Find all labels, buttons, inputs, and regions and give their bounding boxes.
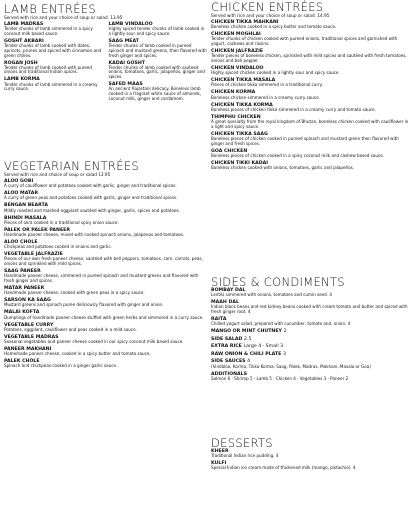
menu-item <box>211 32 411 47</box>
menu-item-description: Tender chunks of lamb cooked with sauteed onions, tomatoes, garlic, jalapeños, ginger and spices. <box>108 64 205 80</box>
menu-item-name-text: EXTRA RICE <box>211 344 242 350</box>
menu-item-description: Special Indian ice cream made of thickened milk (mango, pistachio). 4 <box>211 465 356 471</box>
menu-item <box>4 179 207 189</box>
menu-item <box>4 252 207 267</box>
menu-item-name <box>211 329 411 334</box>
dessert-items <box>211 449 411 471</box>
menu-item-name <box>211 344 411 349</box>
menu-item-description: Highly spiced tender chunks of lamb cooked in a lightly sour and spicy sauce. <box>108 26 205 36</box>
menu-item-name-text: CHICKEN TIKKA MASALA <box>211 78 276 84</box>
menu-item-description: A curry of green peas and potatoes cooked with garlic, ginger and traditional spices. <box>4 195 178 201</box>
menu-item-description: Boneless pieces of chicken tikka simmered in a creamy curry and tomato sauce. <box>211 106 376 112</box>
menu-item-name-text: MAAH DAL <box>211 300 239 306</box>
menu-item <box>211 337 411 342</box>
menu-item <box>4 359 207 369</box>
menu-item-description: Boneless pieces of chicken cooked in pureed spinach and mustard green then flavored with ginger and fresh spices. <box>211 135 399 146</box>
menu-item-name-text: PANEER MAKHANI <box>4 347 52 353</box>
menu-item-description: Mildly roasted and mashed eggplant sautéed with ginger, garlic, spices and potatoes. <box>4 207 180 213</box>
menu-item <box>4 61 103 76</box>
menu-item-name-text: SIDE SALAD <box>211 336 243 342</box>
menu-item-name-text: SIDE SAUCES <box>211 359 246 365</box>
menu-item-name-text: LAMB VINDALOO <box>108 22 153 27</box>
lamb-items-right <box>109 22 208 104</box>
menu-item-description: Chilled yogurt salad, prepared with cucumber, tomato and, onion. 4 <box>211 321 351 327</box>
menu-item-name-text: CHICKEN TIKKA SAAG <box>211 131 268 137</box>
menu-item-name-text: BENGAN BEARTA <box>4 203 48 209</box>
menu-item-description: Traditional Indian rice pudding. 4 <box>211 453 279 459</box>
menu-item-price: 3 <box>282 351 286 357</box>
menu-item-name-text: CHICKEN TIKKA MAHKANI <box>211 20 279 25</box>
menu-item-description: Tender chunks of lamb cooked in pureed spinach and mustard greens, then flavored with fresh ginger and spices. <box>108 43 207 58</box>
vegetarian-entrees-title: VEGETARIAN ENTRÉES <box>4 159 139 173</box>
menu-item-description: (Vindaloo, Korma, Tikka Korma, Saag, Palek, Madras, Makhani, Masala or Goa) <box>211 363 371 369</box>
menu-item-description: Boneless chicken cooked in a spicy butter and tomato sauce. <box>211 24 337 30</box>
menu-item <box>211 329 411 334</box>
menu-item-name-text: BHINDI MASALA <box>4 215 47 221</box>
menu-item-name-text: ALOO MATAR <box>4 191 39 197</box>
desserts-title: DESSERTS <box>211 436 273 450</box>
menu-item <box>4 228 207 238</box>
menu-item-name-text: CHICKEN KORMA <box>211 90 256 96</box>
menu-item-name-text: CHICKEN JALFRAZIE <box>211 49 264 55</box>
menu-item <box>211 359 411 369</box>
menu-item-description: Salmon 6 · Shrimp 5 · Lamb 5 · Chicken 4 · Vegetables 3 · Paneer 2 <box>211 375 349 381</box>
menu-item-name <box>211 337 411 342</box>
menu-item <box>211 288 411 298</box>
menu-item <box>211 344 411 349</box>
menu-item <box>4 240 207 250</box>
menu-item-description: Pieces of our own fresh paneer cheese, sautéed with bell peppers, tomatoes, corn, carrots, peas, onions and sprinkled with mild spices. <box>4 256 203 267</box>
menu-item <box>4 335 207 345</box>
menu-item-description: Tender chunks of lamb simmered in a creamy curry sauce. <box>4 81 98 92</box>
menu-item-name-text: LAMB MADRAS <box>4 22 44 27</box>
menu-item-description: Potatoes, eggplant, cauliflower and peas cooked in a mild sauce. <box>4 326 137 332</box>
menu-item-name-text: PALEK CHOLE <box>4 359 40 365</box>
menu-item <box>211 300 411 315</box>
vegetarian-entrees-subtitle: Served with rice and choice of soup or salad 13.95 <box>4 172 111 177</box>
menu-item-description: A curry of cauliflower and potatoes cooked with garlic, ginger and traditional spices. <box>4 183 177 189</box>
menu-item-name-text: CHICKEN TIKKI KADAI <box>211 160 269 166</box>
menu-item <box>211 90 411 100</box>
menu-item-price: 2.5 <box>244 336 252 342</box>
menu-item-name-text: RAITA <box>211 317 227 323</box>
menu-item <box>211 372 411 382</box>
menu-item-name-text: GOSHT AKBARI <box>4 38 44 44</box>
menu-item <box>211 132 411 147</box>
lamb-entrees-title: LAMB ENTRÉES <box>4 2 96 16</box>
menu-item <box>4 347 207 357</box>
menu-item <box>4 298 207 308</box>
menu-item-description: Boneless chicken simmered in a creamy curry sauce. <box>211 94 320 100</box>
menu-item-description: Lentils simmered with onions, tomatoes and cumin seed. 4 <box>211 292 332 298</box>
menu-item-description: Homemade paneer cheese, cooked in a spicy butter and tomato sauce. <box>4 351 151 357</box>
menu-item <box>4 203 207 213</box>
menu-item <box>211 461 411 471</box>
menu-item <box>211 103 411 113</box>
menu-item <box>4 323 207 333</box>
menu-item-description: Indian black beans and red kidney beans cooked with cream tomato and butter and spiced with fresh ginger root. 4 <box>211 304 408 315</box>
menu-item-name-text: CHICKEN VINDALOO <box>211 66 264 72</box>
menu-item-name-text: VEGETABLE JALFRAZIE <box>4 252 63 258</box>
menu-item-description: Handmade paneer cheese, mixed with cooked spinach onions, jalapenos and tomatoes. <box>4 232 185 238</box>
menu-item-name-text: GOA CHICKEN <box>211 148 248 154</box>
menu-item-description: Spinach and chickpeas cooked in a ginger garlic sauce. <box>4 363 118 369</box>
menu-item-price: 4 <box>247 359 251 365</box>
sides-condiments-section <box>211 276 411 384</box>
menu-item-description: An ancient Rajastani delicacy. Boneless lamb cooked in a fragrant white sauce of almonds, coconut milk, ginger and cardamom. <box>108 86 201 101</box>
menu-item-description: Boneless pieces of chicken cooked in a spicy coconut milk and cashew based sauce. <box>211 152 384 158</box>
menu-item <box>109 39 208 58</box>
menu-item-description: Tender pieces of boneless chicken, sprinkled with mild spices and sautéed with fresh tomatoes, onions and bell pepper. <box>211 53 407 64</box>
menu-item-description: Chickpeas and potatoes cooked in onions and garlic. <box>4 244 112 250</box>
lamb-items-left <box>4 22 103 104</box>
menu-item-name-text: SAAG MEAT <box>108 38 139 44</box>
chicken-entrees-title: CHICKEN ENTRÉES <box>211 0 324 14</box>
menu-item-name-text: SAFED MAAS <box>108 82 143 88</box>
menu-item-name-text: ALOO CHOLE <box>4 240 38 246</box>
menu-item-description: Tender chunks of chicken cooked with pureed onions, traditional spices and garnished with yogurt, cashews and raisins. <box>211 36 398 47</box>
menu-item-description: Tender chunks of lamb cooked with pureed onions and traditional Indian spices. <box>4 64 92 75</box>
menu-item-name-text: CHICKEN MOGHLAI <box>211 32 261 38</box>
vegetarian-items <box>4 179 207 369</box>
menu-item-name-text: KADAI GOSHT <box>108 60 145 66</box>
menu-item <box>4 286 207 296</box>
menu-item-name-text: SARSON KA SAAG <box>4 298 51 304</box>
menu-item <box>211 78 411 88</box>
menu-item-price: 2 <box>283 329 287 335</box>
menu-item-description: Dumplings of handmade paneer cheese stuffed with green herbs and simmered in a curry sauce. <box>4 314 204 320</box>
menu-item <box>211 66 411 76</box>
menu-item-name-text: KHEER <box>211 449 229 454</box>
menu-item <box>109 82 208 101</box>
menu-item-name-text: VEGETABLE MADRAS <box>4 334 59 340</box>
menu-item-description: Mustard greens and spinach puree deliciously flavored with ginger and onion. <box>4 302 164 308</box>
menu-item-price: Large 4 · Small 3 <box>243 344 284 350</box>
vegetarian-entrees-section <box>4 160 207 371</box>
menu-item <box>211 449 411 459</box>
menu-item-name-text: CHICKEN TIKKA KORMA <box>211 102 273 108</box>
menu-item-name-text: MALAI KOFTA <box>4 310 40 316</box>
menu-item-description: A great specialty from the royal kingdom of Bhutan, boneless chicken cooked with cauliflower in a light and spicy sauce. <box>211 119 409 129</box>
menu-item <box>4 77 103 92</box>
menu-item <box>109 22 208 37</box>
menu-item-name-text: BOMBAY DAL <box>211 288 246 293</box>
menu-item-name-text: ALOO GOBI <box>4 179 34 184</box>
menu-item-description: Handmade paneer cheese, simmered in pureed spinach and mustard greens and flavored with fresh ginger and spices. <box>4 273 199 284</box>
menu-item <box>211 20 411 30</box>
sides-condiments-title: SIDES & CONDIMENTS <box>211 275 345 289</box>
menu-item-name-text: MATAR PANEER <box>4 286 45 292</box>
menu-item-name-text: VEGETABLE CURRY <box>4 322 54 328</box>
menu-item <box>4 216 207 226</box>
menu-item-name-text: ROGAN JOSH <box>4 60 38 66</box>
desserts-section <box>211 437 411 473</box>
menu-item <box>4 191 207 201</box>
menu-item-name-text: THIMPHU CHICKEN <box>211 114 261 120</box>
menu-item-name <box>211 352 411 357</box>
menu-item-description: Seasonal vegetables and paneer cheese cooked in our spicy coconut milk based sauce. <box>4 339 184 345</box>
menu-item-description: Tender chunks of lamb cooked with dates, apricots, prunes and spiced with cinnamon and green chilies. <box>4 43 102 58</box>
menu-item-description: Boneless chicken cooked with onions, tomatoes, garlic and jalapeños. <box>211 165 355 171</box>
menu-item <box>211 352 411 357</box>
menu-item-name-text: KULFI <box>211 461 227 467</box>
menu-item <box>211 49 411 64</box>
chicken-entrees-subtitle: Served with rice and your choice of soup or salad. 14.95 <box>211 13 330 18</box>
lamb-entrees-section <box>4 3 207 104</box>
menu-item-name-text: ADDITIONALS <box>211 371 247 377</box>
lamb-items-grid <box>4 22 207 104</box>
menu-item <box>4 310 207 320</box>
menu-item-description: Pieces of chicken tikka simmered in a traditional curry. <box>211 82 323 88</box>
menu-item-description: Tender chunks of lamb simmered in a spicy coconut milk based sauce. <box>4 26 93 36</box>
menu-item <box>211 161 411 171</box>
menu-item <box>4 269 207 284</box>
menu-item <box>211 317 411 327</box>
menu-item <box>211 149 411 159</box>
chicken-entrees-section <box>211 1 411 173</box>
menu-item-description: Handmade paneer cheese, cooked with green peas in a spicy sauce. <box>4 290 145 296</box>
menu-item-description: Pieces of okra cooked in a traditional spicy onion sauce. <box>4 219 119 225</box>
menu-item-description: Highly spiced chicken cooked in a lightly sour and spicy sauce. <box>211 70 340 76</box>
menu-item-name-text: PALEK OR PALEK PANEER <box>4 227 70 233</box>
lamb-entrees-subtitle: Served with rice and your choice of soup or salad. 13.95 <box>4 15 123 20</box>
menu-item-name-text: RAW ONION & CHILI PLATE <box>211 351 282 357</box>
sides-items <box>211 288 411 381</box>
menu-item <box>4 22 103 37</box>
menu-item-name-text: SAAG PANEER <box>4 269 41 275</box>
menu-item-name-text: LAMB KORMA <box>4 77 40 83</box>
menu-item <box>211 115 411 130</box>
menu-item-name-text: MANGO OR MINT CHUTNEY <box>211 329 282 335</box>
menu-item <box>4 39 103 58</box>
menu-item <box>109 61 208 80</box>
chicken-items <box>211 20 411 171</box>
